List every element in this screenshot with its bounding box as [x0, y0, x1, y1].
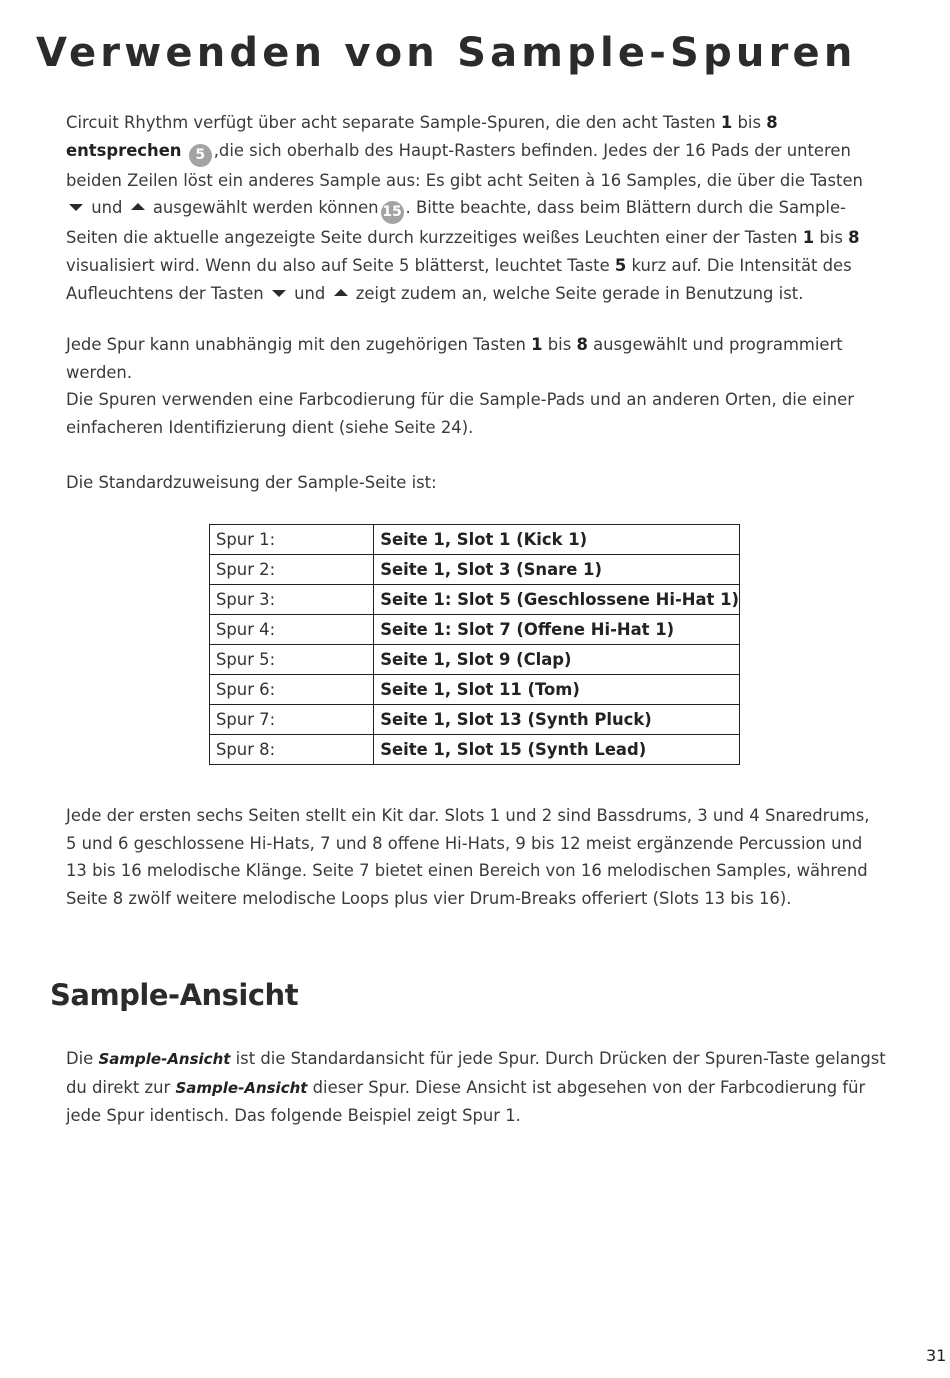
- table-row: [210, 705, 740, 735]
- track-cell: Spur 1:: [210, 525, 374, 555]
- track-cell: Spur 4:: [210, 615, 374, 645]
- tracks-paragraph: Jede Spur kann unabhängig mit den zugehörigen Tasten 1 bis 8 ausgewählt und programmiert werden. Die Spuren verwenden eine Farbcodierung für die Sample-Pads und an anderen Orten, die einer einfacheren Identifizierung dient (siehe Seite 24).: [66, 335, 855, 438]
- intro-paragraph: Circuit Rhythm verfügt über acht separate Sample-Spuren, die den acht Tasten 1 bis 8 entsprechen 5 ,die sich oberhalb des Haupt-Rasters befinden. Jedes der 16 Pads der unteren beiden Zeilen löst ein anderes Sample aus: Es gibt acht Seiten à 16 Samples, die über die Tasten und ausgewählt werden können 15 . Bitte beachte, dass beim Blättern durch die Sample- Seiten die aktuelle angezeigte Seite durch kurzzeitiges weißes Leuchten einer der Tasten 1 bis 8 visualisiert wird. Wenn du also auf Seite 5 blätterst, leuchtet Taste 5 kurz auf. Die Intensität des Aufleuchtens der Tasten und zeigt zudem an, welche Seite gerade in Benutzung ist.: [66, 113, 863, 303]
- section-heading: Sample-Ansicht: [50, 978, 299, 1012]
- slot-cell: Seite 1, Slot 15 (Synth Lead): [374, 735, 740, 765]
- track-cell: Spur 2:: [210, 555, 374, 585]
- table-row: [210, 645, 740, 675]
- arrow-up-icon: [334, 289, 348, 296]
- page-title: Verwenden von Sample-Spuren: [36, 30, 857, 76]
- callout-badge-5: 5: [189, 144, 212, 167]
- table-row: [210, 615, 740, 645]
- callout-badge-15: 15: [381, 201, 404, 224]
- track-cell: Spur 6:: [210, 675, 374, 705]
- slot-cell: Seite 1, Slot 13 (Synth Pluck): [374, 705, 740, 735]
- track-cell: Spur 5:: [210, 645, 374, 675]
- page-number: 31: [926, 1346, 947, 1365]
- track-cell: Spur 8:: [210, 735, 374, 765]
- slot-cell: Seite 1, Slot 3 (Snare 1): [374, 555, 740, 585]
- table-row: [210, 675, 740, 705]
- table-row: [210, 585, 740, 615]
- arrow-down-icon: [69, 204, 83, 211]
- table-row: [210, 525, 740, 555]
- arrow-up-icon: [131, 203, 145, 210]
- assignment-table: [209, 524, 740, 765]
- table-row: [210, 555, 740, 585]
- slot-cell: Seite 1, Slot 11 (Tom): [374, 675, 740, 705]
- arrow-down-icon: [272, 290, 286, 297]
- default-intro: Die Standardzuweisung der Sample-Seite ist:: [66, 473, 437, 492]
- track-cell: Spur 7:: [210, 705, 374, 735]
- sample-view-paragraph: Die Sample-Ansicht ist die Standardansicht für jede Spur. Durch Drücken der Spuren-Taste gelangst du direkt zur Sample-Ansicht dieser Spur. Diese Ansicht ist abgesehen von der Farbcodierung für jede Spur identisch. Das folgende Beispiel zeigt Spur 1.: [66, 1049, 886, 1126]
- slot-cell: Seite 1, Slot 9 (Clap): [374, 645, 740, 675]
- table-row: [210, 735, 740, 765]
- kits-paragraph: Jede der ersten sechs Seiten stellt ein Kit dar. Slots 1 und 2 sind Bassdrums, 3 und 4 Snaredrums, 5 und 6 geschlossene Hi-Hats, 7 und 8 offene Hi-Hats, 9 bis 12 meist ergänzende Percussion und 13 bis 16 melodische Klänge. Seite 7 bietet einen Bereich von 16 melodischen Samples, während Seite 8 zwölf weitere melodische Loops plus vier Drum-Breaks offeriert (Slots 13 bis 16).: [66, 806, 870, 909]
- slot-cell: Seite 1: Slot 7 (Offene Hi-Hat 1): [374, 615, 740, 645]
- slot-cell: Seite 1, Slot 1 (Kick 1): [374, 525, 740, 555]
- slot-cell: Seite 1: Slot 5 (Geschlossene Hi-Hat 1): [374, 585, 740, 615]
- track-cell: Spur 3:: [210, 585, 374, 615]
